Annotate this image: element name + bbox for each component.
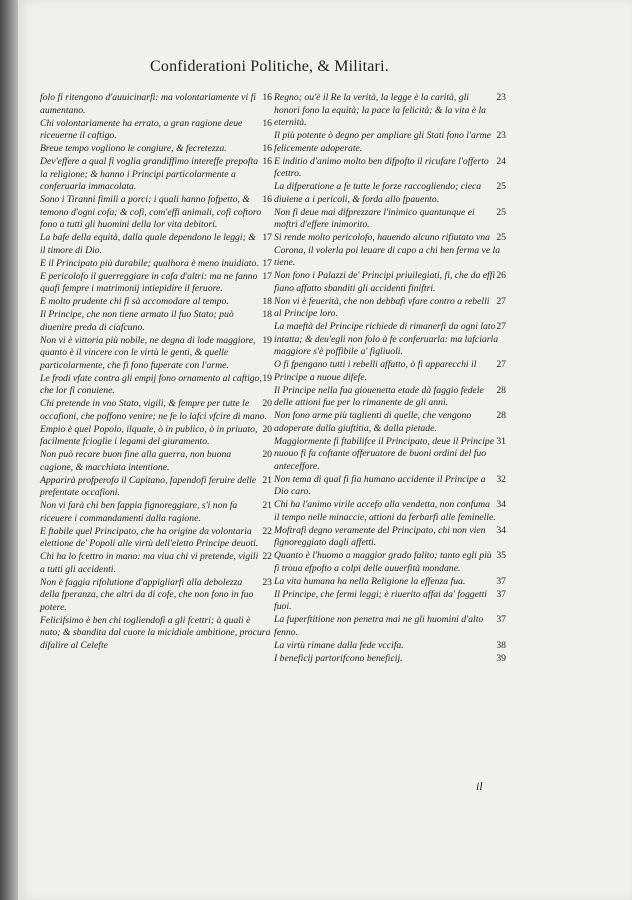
entry-text: Non è faggia rifolutione d'appigliarfi alla debolezza della fperanza, che altri da di cofe, che non fono in fuo potere. <box>40 576 254 613</box>
page-number: 16 <box>262 143 272 154</box>
entry-text: Chi volontariamente ha errato, a gran ragione deue riceuerne il caftigo. <box>40 117 243 141</box>
page-number: 37 <box>496 575 506 587</box>
entry-text: Non fi deue mai difprezzare l'inimico quantunque ei moftri d'effere inimorito. <box>274 206 475 230</box>
index-entry <box>274 92 506 130</box>
entry-text: folo fi ritengono d'auuicinarfi: ma volontariamente vi fi aumentano. <box>40 92 256 116</box>
index-entry <box>40 500 272 525</box>
page-number: 32 <box>496 473 506 485</box>
entry-text: Dev'effere a qual fi voglia grandiffimo intereffe prepofta la religione; & hanno i Principi particolarmente a conferuarla immacolata. <box>40 156 259 192</box>
index-entry <box>274 181 506 206</box>
index-entry <box>40 296 272 309</box>
index-entry <box>274 589 506 614</box>
page-number: 34 <box>496 524 506 536</box>
page-number: 23 <box>496 130 506 141</box>
page-number: 25 <box>496 206 506 218</box>
page-number: 27 <box>496 295 506 307</box>
entry-text: Quanto è l'huomo a maggior grado falito; tanto egli più fi troua efpofto a colpi delle auuerfità mondane. <box>274 550 492 574</box>
entry-text: Chi pretende in vno Stato, vigili, & fempre per tutte le occafioni, che poffono venire; ne fe lo lafci vfcire di mano. <box>40 398 267 422</box>
index-entry <box>40 309 272 334</box>
index-entry <box>40 577 272 615</box>
page-number: 22 <box>262 551 272 562</box>
page-number: 37 <box>496 588 506 600</box>
page-number: 25 <box>496 181 506 192</box>
entry-text: E pericolofo il guerreggiare in cafa d'altri: ma ne fanno quafi fempre i matrimonij intiepidire il feruore. <box>40 270 258 294</box>
page-number: 17 <box>262 257 272 269</box>
entry-text: Le frodi vfate contra gli empij fono ornamento al caftigo, che lor fi conuiene. <box>40 372 262 396</box>
page-number: 24 <box>496 155 506 167</box>
entry-text: Si rende molto pericolofo, hauendo alcuno rifiutato vna Corona, il volerla poi leuare di capo a chi ben ferma ve la tiene. <box>274 232 501 268</box>
index-entry <box>274 321 506 359</box>
page-number: 26 <box>496 270 506 281</box>
index-entry <box>40 475 272 500</box>
entry-text: Non vi è feuerità, che non debbafi vfare contro a rebelli al Principe loro. <box>274 295 490 319</box>
page-number: 20 <box>262 398 272 409</box>
page-number: 20 <box>262 423 272 435</box>
page-header: Confiderationi Politiche, & Militari. <box>150 58 389 75</box>
page-number: 21 <box>262 500 272 511</box>
index-entry <box>274 576 506 589</box>
page-number: 28 <box>496 384 506 396</box>
index-entry <box>274 474 506 499</box>
index-entry <box>40 449 272 474</box>
page-number: 37 <box>496 614 506 625</box>
entry-text: Maggiormente fi ftabilifce il Principato, deue il Principe nuouo fi fa coftante offeruatore de buoni ordini del fuo anteceffore. <box>274 435 495 472</box>
index-entry <box>274 525 506 550</box>
page-number: 28 <box>496 410 506 421</box>
page-number: 39 <box>496 652 506 664</box>
entry-text: Non vi è vittoria più nobile, ne degna di lode maggiore, quanto è il vincere con le virtù le genti, & quelle particolarmente, che fi fono fuperate con l'arme. <box>40 334 256 371</box>
index-entry <box>40 424 272 449</box>
page-number: 35 <box>496 550 506 561</box>
page-number: 23 <box>496 92 506 103</box>
page-number: 16 <box>262 194 272 205</box>
page-edge-shadow <box>0 0 18 900</box>
entry-text: Breue tempo vogliono le congiure, & fecretezza. <box>40 143 227 154</box>
entry-text: Il Principe, che non tiene armato il fuo Stato; può diuenire preda di ciafcuno. <box>40 309 234 333</box>
page-number: 22 <box>262 525 272 537</box>
entry-text: Non fono arme più taglienti di quelle, che vengono adoperate dalla giuftitia, & dalla pietade. <box>274 410 472 434</box>
index-column-left <box>40 92 272 653</box>
entry-text: La vita humana ha nella Religione la effenza fua. <box>274 575 466 587</box>
index-entry <box>40 194 272 232</box>
entry-text: La virtù rimane dalla fede vccifa. <box>274 639 404 651</box>
entry-text: O fi fpengano tutti i rebelli affatto, ò fi apparecchi il Principe a nuoue difefe. <box>274 359 477 383</box>
index-entry <box>274 130 506 155</box>
entry-text: E inditio d'animo molto ben difpofto il ricufare l'offerto fcettro. <box>274 155 489 179</box>
page-number: 17 <box>262 270 272 282</box>
index-entry <box>40 335 272 373</box>
index-entry <box>40 615 272 653</box>
page-number: 31 <box>496 435 506 447</box>
index-entry <box>274 653 506 666</box>
index-entry <box>40 398 272 423</box>
index-entry <box>40 373 272 398</box>
entry-text: Chi ha l'animo virile accefo alla vendetta, non confuma il tempo nelle minaccie, attioni da ferbarfi alle feminelle. <box>274 499 496 523</box>
entry-text: I beneficij partorifcono beneficij. <box>274 652 403 664</box>
entry-text: Il Principe, che fermi leggi; è riuerito affai da' foggetti fuoi. <box>274 588 488 612</box>
entry-text: Regno; ou'è il Re la verità, la legge è la carità, gli honori fono la equità; la pace la felicità; & la vita è la eternità. <box>274 92 487 128</box>
page-number: 16 <box>262 156 272 167</box>
page-number: 27 <box>496 359 506 370</box>
entry-text: Apparirà profperofo il Capitano, fapendofi feruire delle prefentate occafioni. <box>40 474 257 498</box>
index-entry <box>40 118 272 143</box>
page-number: 18 <box>262 309 272 320</box>
index-entry <box>274 207 506 232</box>
index-entry <box>274 614 506 639</box>
index-entry <box>274 640 506 653</box>
index-entry <box>274 436 506 474</box>
index-entry <box>274 550 506 575</box>
entry-text: Non vi farà chi ben fappia fignoreggiare, s'i non fa riceuere i commandamenti dalla ragione. <box>40 500 238 524</box>
index-entry <box>274 385 506 410</box>
index-entry <box>274 296 506 321</box>
index-entry <box>274 270 506 295</box>
index-entry <box>40 156 272 194</box>
page-number: 20 <box>262 449 272 460</box>
entry-text: La difperatione a fe tutte le forze raccogliendo; cieca diuiene a i pericoli, & forda allo fpauento. <box>274 181 482 205</box>
page-number: 38 <box>496 639 506 651</box>
page-number: 27 <box>496 321 506 332</box>
page-number: 17 <box>262 232 272 243</box>
entry-text: Il più potente ò degno per ampliare gli Stati fono l'arme felicemente adoperate. <box>274 130 491 154</box>
index-entry <box>274 156 506 181</box>
page-number: 34 <box>496 499 506 510</box>
index-entry <box>40 92 272 117</box>
index-column-right <box>274 92 506 666</box>
entry-text: E ftabile quel Principato, che ha origine da volontaria elettione de' Popoli alle virtù dell'eletto Principe deuoti. <box>40 525 259 549</box>
page-number: 19 <box>262 334 272 346</box>
entry-text: Non fono i Palazzi de' Principi priuilegiati, fi, che da effi fiano affatto sbanditi gli accidenti finiftri. <box>274 270 496 294</box>
index-entry <box>274 499 506 524</box>
page-number: 25 <box>496 232 506 243</box>
page-number: 21 <box>262 474 272 486</box>
entry-text: La maeftà del Principe richiede di rimanerfi da ogni lato intatta; & deu'egli non folo à fe conferuarla: ma lafciarla maggiore s'è poffibile a' figliuoli. <box>274 321 499 357</box>
entry-text: E molto prudente chi fi sà accomodare al tempo. <box>40 296 229 307</box>
page-number: 16 <box>262 92 272 103</box>
entry-text: Sono i Tiranni fimili a porci; i quali hanno fofpetto, & temono d'ogni cofa; & cofi, com'effi animali, cofi coftoro fono a tutti gli huomini della lor vita debitori. <box>40 194 262 230</box>
entry-text: Non può recare buon fine alla guerra, non buona cagione, & macchiata intentione. <box>40 449 232 473</box>
index-entry <box>40 143 272 156</box>
entry-text: Chi ha lo fcettro in mano: ma viua chi vi pretende, vigili a tutti gli accidenti. <box>40 551 259 575</box>
entry-text: Moftrafi degno veramente del Principato, chi non vien fignoreggiato dagli affetti. <box>274 524 486 548</box>
page-number: 18 <box>262 296 272 307</box>
index-entry <box>40 258 272 271</box>
page-number: 19 <box>262 372 272 384</box>
entry-text: Il Principe nella fua giouenetta etade dà faggio fedele delle attioni fue per lo rimanente de gli anni. <box>274 384 484 408</box>
index-entry <box>40 271 272 296</box>
index-entry <box>40 526 272 551</box>
index-entry <box>274 359 506 384</box>
entry-text: La fuperftitione non penetra mai ne gli huomini d'alto fenno. <box>274 614 484 638</box>
index-entry <box>40 232 272 257</box>
entry-text: Empio è quel Popolo, ilquale, ò in publico, ò in priuato, facilmente fcioglie i legami del giuramento. <box>40 423 258 447</box>
index-entry <box>40 551 272 576</box>
entry-text: La bafe della equità, dalla quale dependono le leggi; & il timore di Dio. <box>40 232 256 256</box>
page-number: 16 <box>262 117 272 129</box>
catchword: il <box>476 779 483 793</box>
entry-text: E il Principato più durabile; qualhora è meno inuidiato. <box>40 257 259 269</box>
page-number: 23 <box>262 576 272 588</box>
index-entry <box>274 232 506 270</box>
index-entry <box>274 410 506 435</box>
entry-text: Felicifsimo è ben chi togliendofi a gli fcettri; à quali è nato; & sbandita dal cuore la micidiale ambitione, procura difalire al Celefte <box>40 614 271 651</box>
entry-text: Non tema di qual fi fia humano accidente il Principe a Dio caro. <box>274 473 486 497</box>
